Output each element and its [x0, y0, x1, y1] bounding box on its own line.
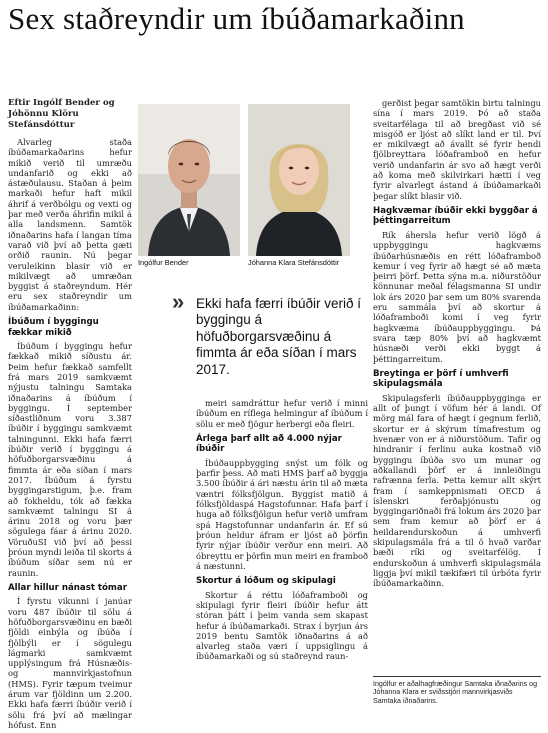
pull-quote-text: Ekki hafa færri íbúðir verið í byggingu á höfuðborgarsvæðinu á fimmta ár eða síðan í mars 2017. [196, 296, 362, 377]
quote-mark-icon: » [172, 289, 185, 314]
pull-quote [172, 289, 368, 378]
portrait-photo-johanna [248, 104, 350, 256]
column-1 [8, 98, 132, 730]
subheading-5: Hagkvæmar íbúðir ekki byggðar á þéttingarreitum [373, 205, 538, 227]
author-footnote: Ingólfur er aðalhagfræðingur Samtaka iðnaðarins og Jóhanna Klara er sviðsstjóri mannvirkjasviðs Samtaka iðnaðarins. [373, 676, 541, 705]
column-3 [373, 98, 541, 588]
subheading-2: Allar hillur nánast tómar [8, 582, 127, 593]
paragraph-col3-0: gerðist þegar samtökin birtu talningu sína í mars 2019. Þó að staða sveitarfélaga til að bregðast við sé misgóð er ljóst að slíkt land er til. Því er mikilvægt að ávallt sé fyrir hendi fjölbreyttara lóðaframboð en hefur verið undanfarin ár svo að hægt verði að koma með skilvirkari hætti í veg fyrir alvarlegt ástand á íbúðamarkaði þegar slíkt blasir við. [373, 98, 541, 201]
paragraph-col2-0: meiri samdráttur hefur verið í minni íbúðum en ríflega helmingur af íbúðum í sölu er með fjögur herbergi eða fleiri. [196, 398, 368, 429]
paragraph-4: Skortur á réttu lóðaframboði og skipulagi fyrir fleiri íbúðir hefur átt stóran þátt í þeim vanda sem skapast hefur á íbúðamarkaði. Strax í byrjun árs 2019 bentu Samtök iðnaðarins á að alvarleg staða væri í uppsiglingu á íbúðamarkaði og sú staðreynd raun- [196, 589, 368, 662]
subheading-3: Árlega þarf allt að 4.000 nýjar íbúðir [196, 433, 342, 455]
photo-caption-ingolfur: Ingólfur Bender [138, 258, 189, 267]
headline: Sex staðreyndir um íbúðamarkaðinn [8, 1, 465, 36]
subheading-1: Íbúðum í byggingu fækkar mikið [8, 317, 99, 338]
paragraph-5: Rík áhersla hefur verið lögð á uppbyggingu hagkvæms íbúðarhúsnæðis en rétt lóðaframboð kemur í veg fyrir að hægt sé að mæta þeirri þörf. Þetta sýna m.a. niðurstöður könnunar meðal félagsmanna SI undir lok árs 2020 þar sem um 80% svarenda eru sammála því að skortur á lóðaframboði komi í veg fyrir hagkvæma íbúðauppbyggingu. Þá svara tæp 80% því að hagkvæmt húsnæði verði ekki byggt á þéttingarreitum. [373, 229, 541, 364]
intro-paragraph: Alvarleg staða íbúðamarkaðarins hefur mikið verið til umræðu undanfarið og ekki að ástæðulausu. Staðan á þeim markaði hefur haft mikil áhrif á verðbólgu og vexti og þar með verða áhrifin mikil á alla landsmenn. Samtök iðnaðarins hafa í langan tíma varað við því að þetta gæti orðið raunin. Nú þegar veruleikinn blasir við er mikilvægt að umræðan byggist á staðreyndum. Hér eru sex staðreyndir um íbúðamarkaðinn: [8, 137, 132, 312]
photo-caption-johanna: Jóhanna Klara Stefánsdóttir [248, 258, 340, 267]
byline: Eftir Ingólf Bender og Jóhönnu Klöru Stefánsdóttur [8, 98, 115, 130]
portrait-photo-ingolfur [138, 104, 240, 256]
paragraph-2: Í fyrstu vikunni í janúar voru 487 íbúðir til sölu á höfuðborgarsvæðinu en bæði fjöldi einbýla og íbúða í fjölbýli er í sögulegu lágmarki samkvæmt upplýsingum frá Húsnæðis- og mannvirkjastofnun (HMS). Fyrir tæpum tveimur árum var fjöldinn um 2.200. Ekki hafa færri íbúðir verið í sölu frá því að mælingar hófust. Enn [8, 596, 132, 730]
column-2 [196, 398, 368, 662]
paragraph-6: Skipulagsferli íbúðauppbygginga er allt of þungt í vöfum hér á landi. Of mörg mál fara of hægt í gegnum ferlið, skortur er á skýrum tímafrestum og hvenær von er á niðurstöðum. Tafir og hindranir í ferlinu auka kostnað við byggingu íbúða svo um munar og aðkallandi þörf er á innleiðingu rafrænna ferla. Þetta kemur allt skýrt fram í samkeppnismati OECD á íslenskri ferðaþjónustu og byggingariðnaði frá lokum árs 2020 þar sem fram kemur að þörf er á heildarendurskoðun á umhverfi skipulagsmála frá a til ö hvað varðar bæði ríki og sveitarfélög. Í endurskoðun á umhverfi skipulagsmála liggja því mikil tækifæri til úrbóta fyrir íbúðamarkaðinn. [373, 392, 541, 589]
paragraph-1: Íbúðum í byggingu hefur fækkað mikið síðustu ár. Þeim hefur fækkað samfellt frá mars 2019 samkvæmt nýjustu talningu Samtaka iðnaðarins á íbúðum í byggingu. Í september síðastliðnum voru 3.387 íbúðir í byggingu samkvæmt talningunni. Ekki hafa færri íbúðir verið í byggingu á höfuðborgarsvæðinu á fimmta ár eða síðan í mars 2017. Íbúðum á fyrstu byggingarstigum, þ.e. fram að fokheldu, tók að fækka samkvæmt talningu SI á árinu 2018 og voru þær sögulega fáar á árinu 2020. VöruðuSI við því að þessi þróun myndi leiða til skorts á íbúðum síðar sem nú er raunin. [8, 341, 132, 578]
paragraph-3: Íbúðauppbygging snýst um fólk og þarfir þess. Að mati HMS þarf að byggja 3.500 íbúðir á ári næstu árin til að mæta væntri fólksfjölgun. Byggist matið á fólksfjöldaspá Hagstofunnar. Hafa þarf í huga að fólksfjölgun hefur verið umfram spá Hagstofunnar undanfarin ár. Ef sú þróun heldur áfram er ljóst að þörfin fyrir nýjar íbúðir verður enn meiri. Að óbreyttu er þörfin mun meiri en framboð á næstunni. [196, 457, 368, 571]
subheading-6: Breytinga er þörf í umhverfi skipulagsmála [373, 368, 509, 390]
subheading-4: Skortur á lóðum og skipulagi [196, 576, 336, 587]
